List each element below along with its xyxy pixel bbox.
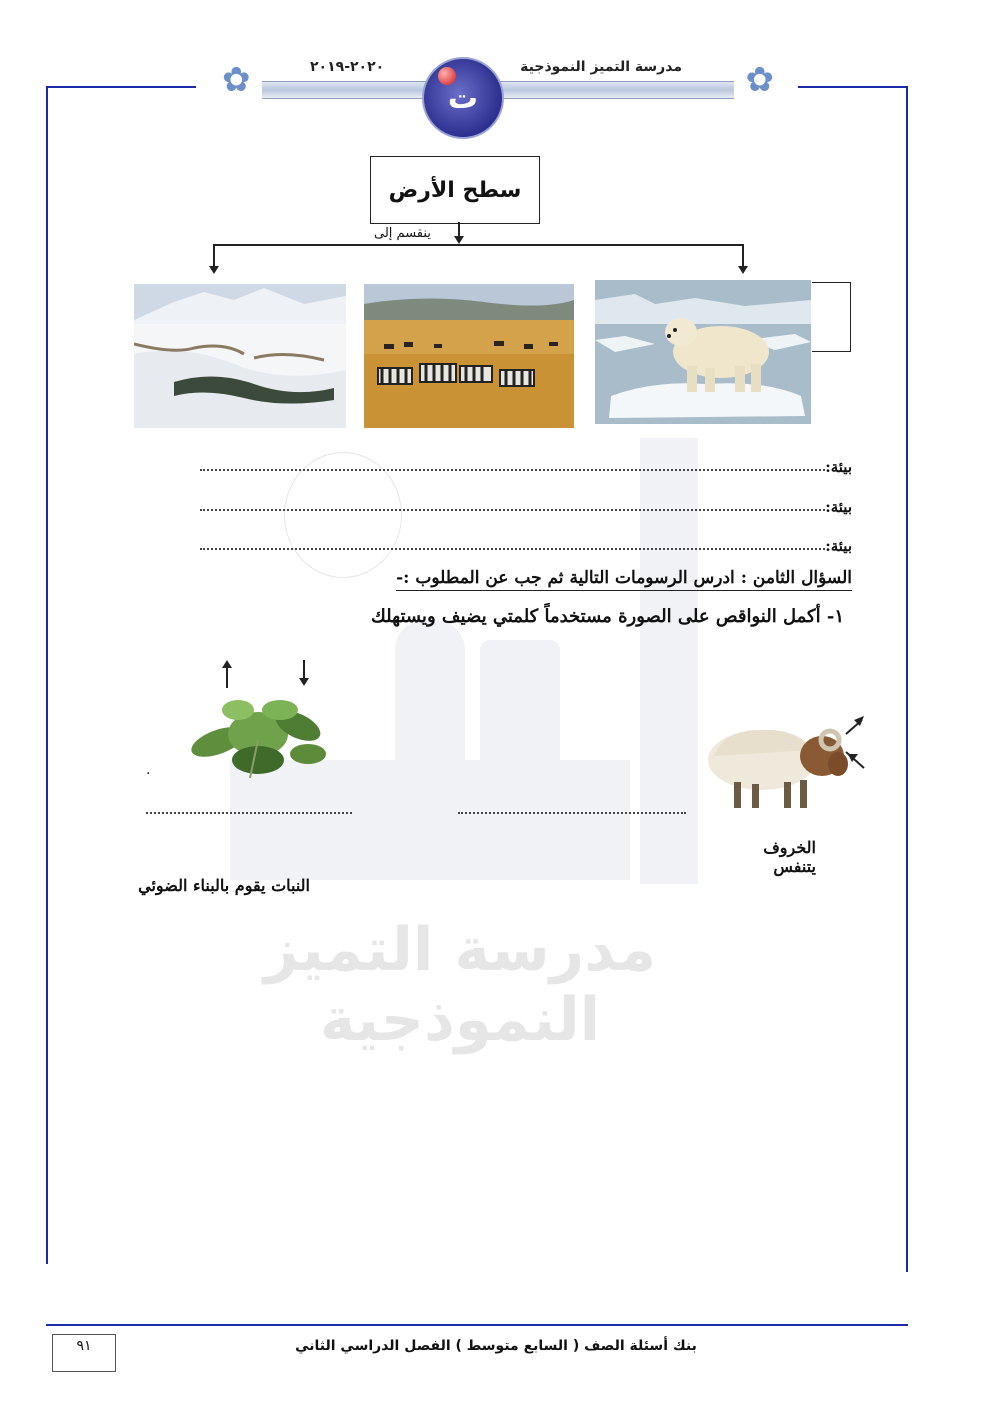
arrow-shaft: [303, 660, 305, 680]
tundra-photo: [134, 284, 346, 428]
footer-text: بنك أسئلة الصف ( السابع متوسط ) الفصل الدراسي الثاني: [295, 1338, 697, 1354]
connector-right: [742, 244, 744, 266]
answer-dotted-line[interactable]: [200, 548, 825, 550]
environment-line-3[interactable]: [200, 533, 852, 555]
plant-photo: [188, 680, 334, 782]
environment-line-1[interactable]: [200, 454, 852, 476]
header-banner: [222, 55, 774, 125]
diagram-title-box: سطح الأرض: [370, 156, 540, 224]
school-year: ٢٠٢٠-٢٠١٩: [310, 59, 385, 75]
arrow-down-icon: [738, 266, 748, 274]
page-number-tab: ٩١: [52, 1334, 116, 1372]
connector-center: [458, 222, 460, 236]
environment-label: بيئة:: [825, 498, 852, 516]
page-border-top-left: [46, 86, 196, 88]
plant-answer-line[interactable]: [146, 812, 352, 814]
question-item-1: ١- أكمل النواقص على الصورة مستخدماً كلمتي يضيف ويستهلك: [371, 606, 844, 627]
question-heading: السؤال الثامن : ادرس الرسومات التالية ثم جب عن المطلوب :-: [396, 568, 852, 591]
environment-label: بيئة:: [825, 537, 852, 555]
breath-arrows-icon: [840, 712, 870, 774]
side-bracket-box: [812, 282, 851, 352]
logo-glyph-icon: ت: [447, 81, 479, 116]
environment-label: بيئة:: [825, 458, 852, 476]
watermark-logo-shape-3: [395, 620, 465, 860]
arrow-shaft: [226, 668, 228, 688]
savanna-photo: [364, 284, 574, 428]
answer-dotted-line[interactable]: [200, 469, 825, 471]
watermark-logo-shape-4: [480, 640, 560, 780]
flower-icon-right: ✿: [745, 60, 774, 100]
split-label: ينقسم إلى: [374, 226, 431, 241]
sheep-caption: الخروف يتنفس: [763, 838, 816, 876]
sheep-answer-line[interactable]: [458, 812, 686, 814]
sheep-photo: [704, 716, 854, 816]
footer-line: [46, 1324, 908, 1326]
school-name: مدرسة التميز النموذجية: [520, 59, 682, 75]
school-logo: [422, 57, 504, 139]
arrow-down-icon: [209, 266, 219, 274]
page-border-right: [906, 86, 908, 1272]
arrow-up-icon: [222, 660, 232, 668]
stray-mark: .: [146, 762, 151, 778]
arrow-down-icon: [299, 678, 309, 686]
connector-left: [213, 244, 215, 266]
environment-line-2[interactable]: [200, 494, 852, 516]
arrow-down-icon: [454, 236, 464, 244]
page-border-top-right: [798, 86, 908, 88]
flower-icon-left: ✿: [222, 60, 251, 100]
page-border-left: [46, 86, 48, 1264]
plant-caption: النبات يقوم بالبناء الضوئي: [138, 876, 310, 895]
polar-bear-photo: [595, 280, 811, 424]
answer-dotted-line[interactable]: [200, 509, 825, 511]
watermark-text: مدرسة التميز النموذجية: [263, 915, 657, 1055]
connector-horizontal: [214, 244, 744, 246]
